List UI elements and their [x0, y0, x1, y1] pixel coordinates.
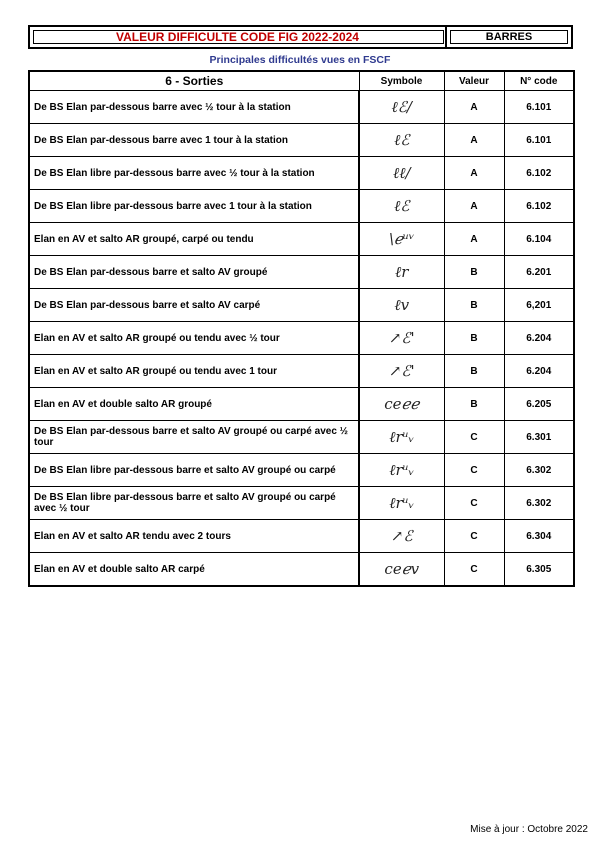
- element-code: 6.301: [504, 421, 574, 454]
- page-title: VALEUR DIFFICULTE CODE FIG 2022-2024: [30, 27, 447, 47]
- element-value: A: [444, 91, 504, 124]
- element-code: 6.302: [504, 454, 574, 487]
- table-row: [29, 223, 574, 256]
- element-value: B: [444, 256, 504, 289]
- table-row: [29, 157, 574, 190]
- element-code: 6.102: [504, 157, 574, 190]
- table-row: [29, 454, 574, 487]
- page-subtitle: Principales difficultés vues en FSCF: [209, 54, 391, 66]
- element-code: 6.101: [504, 124, 574, 157]
- table-row: [29, 421, 574, 454]
- element-value: B: [444, 322, 504, 355]
- element-name: Elan en AV et double salto AR carpé: [29, 553, 359, 587]
- element-value: C: [444, 553, 504, 587]
- element-code: 6.204: [504, 322, 574, 355]
- table-header-row: [29, 71, 574, 91]
- element-name: De BS Elan par-dessous barre avec ½ tour à la station: [29, 91, 359, 124]
- element-code: 6.101: [504, 91, 574, 124]
- element-symbol: ℓr: [359, 256, 444, 289]
- element-symbol: ceℯℯ: [359, 388, 444, 421]
- table-row: [29, 487, 574, 520]
- element-name: De BS Elan libre par-dessous barre avec ½ tour à la station: [29, 157, 359, 190]
- element-name: De BS Elan libre par-dessous barre avec 1 tour à la station: [29, 190, 359, 223]
- element-symbol: ℓv: [359, 289, 444, 322]
- page-header: [28, 25, 573, 49]
- element-name: Elan en AV et double salto AR groupé: [29, 388, 359, 421]
- element-name: De BS Elan libre par-dessous barre et salto AV groupé ou carpé: [29, 454, 359, 487]
- element-code: 6.102: [504, 190, 574, 223]
- element-code: 6.302: [504, 487, 574, 520]
- element-value: A: [444, 157, 504, 190]
- element-value: C: [444, 520, 504, 553]
- element-symbol: ℓℓ/: [359, 157, 444, 190]
- element-symbol: ↗ℰ: [359, 520, 444, 553]
- element-symbol: ↗ℰ': [359, 355, 444, 388]
- element-symbol: ℓrᵘᵥ: [359, 487, 444, 520]
- difficulty-table: [28, 70, 575, 587]
- element-name: De BS Elan par-dessous barre et salto AV carpé: [29, 289, 359, 322]
- element-code: 6,201: [504, 289, 574, 322]
- table-row: [29, 124, 574, 157]
- element-code: 6.304: [504, 520, 574, 553]
- element-name: De BS Elan par-dessous barre avec 1 tour à la station: [29, 124, 359, 157]
- element-name: De BS Elan libre par-dessous barre et salto AV groupé ou carpé avec ½ tour: [29, 487, 359, 520]
- element-name: Elan en AV et salto AR tendu avec 2 tours: [29, 520, 359, 553]
- element-value: A: [444, 223, 504, 256]
- element-value: A: [444, 190, 504, 223]
- table-row: [29, 520, 574, 553]
- element-value: C: [444, 421, 504, 454]
- section-header: 6 - Sorties: [29, 71, 359, 91]
- element-value: C: [444, 454, 504, 487]
- table-row: [29, 190, 574, 223]
- element-name: De BS Elan par-dessous barre et salto AV groupé ou carpé avec ½ tour: [29, 421, 359, 454]
- column-header-value: Valeur: [444, 71, 504, 91]
- table-row: [29, 322, 574, 355]
- table-row: [29, 553, 574, 587]
- element-code: 6.104: [504, 223, 574, 256]
- column-header-symbol: Symbole: [359, 71, 444, 91]
- element-symbol: ℓrᵘᵥ: [359, 421, 444, 454]
- table-row: [29, 388, 574, 421]
- element-symbol: ↗ℰ': [359, 322, 444, 355]
- element-symbol: ℓℰ/: [359, 91, 444, 124]
- element-name: De BS Elan par-dessous barre et salto AV groupé: [29, 256, 359, 289]
- element-value: B: [444, 388, 504, 421]
- table-row: [29, 355, 574, 388]
- element-value: C: [444, 487, 504, 520]
- column-header-code: N° code: [504, 71, 574, 91]
- element-symbol: ceℯv: [359, 553, 444, 587]
- element-symbol: \ℯᵘᵛ: [359, 223, 444, 256]
- element-code: 6.205: [504, 388, 574, 421]
- element-code: 6.305: [504, 553, 574, 587]
- update-note: Mise à jour : Octobre 2022: [470, 824, 588, 835]
- element-name: Elan en AV et salto AR groupé ou tendu avec ½ tour: [29, 322, 359, 355]
- apparatus-label: BARRES: [447, 27, 571, 47]
- table-row: [29, 256, 574, 289]
- element-value: B: [444, 355, 504, 388]
- element-value: B: [444, 289, 504, 322]
- table-row: [29, 91, 574, 124]
- element-code: 6.204: [504, 355, 574, 388]
- element-value: A: [444, 124, 504, 157]
- table-body: [29, 91, 574, 587]
- element-symbol: ℓℰ: [359, 124, 444, 157]
- element-code: 6.201: [504, 256, 574, 289]
- element-name: Elan en AV et salto AR groupé ou tendu avec 1 tour: [29, 355, 359, 388]
- element-symbol: ℓrᵘᵥ: [359, 454, 444, 487]
- element-symbol: ℓℰ: [359, 190, 444, 223]
- table-row: [29, 289, 574, 322]
- element-name: Elan en AV et salto AR groupé, carpé ou tendu: [29, 223, 359, 256]
